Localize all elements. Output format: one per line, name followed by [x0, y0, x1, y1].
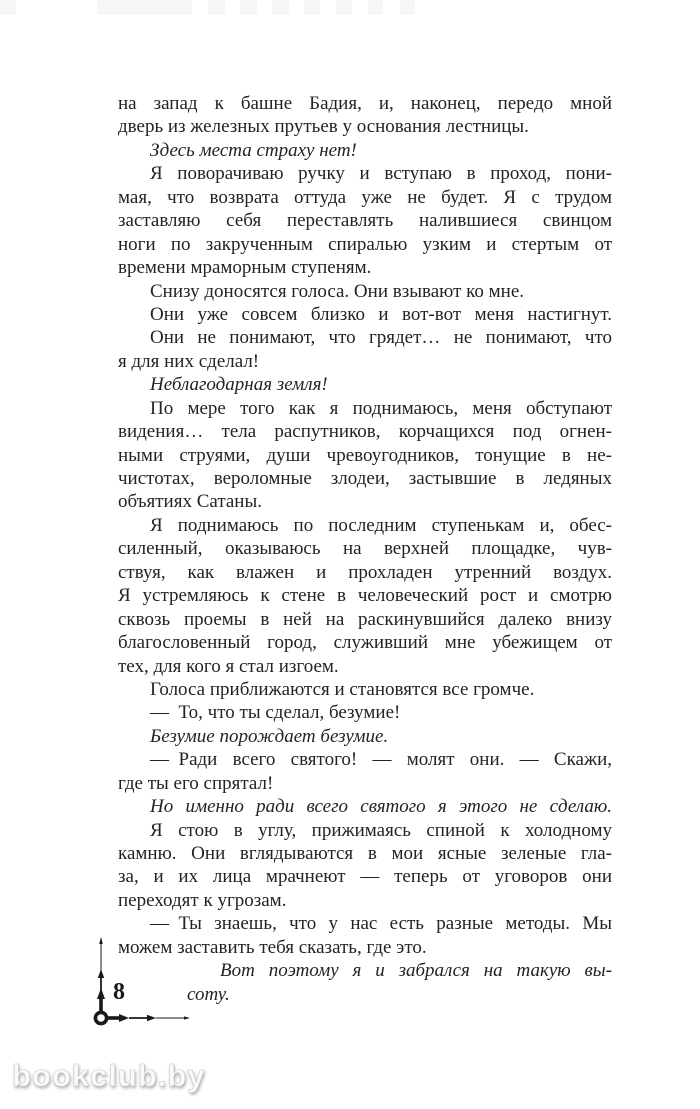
text-line: камню. Они вглядываются в мои ясные зеленые гла-: [118, 843, 612, 864]
text-line: тех, для кого я стал изгоем.: [118, 655, 339, 677]
text-line: ными струями, души чревоугодников, тонущие в не-: [118, 444, 612, 466]
text-line: на запад к башне Бадия, и, наконец, передо мной: [118, 93, 612, 114]
text-line: Я поднимаюсь по последним ступенькам и, обес-: [150, 514, 612, 536]
top-artifact-box: [97, 0, 192, 15]
text-line: ствуя, как влажен и прохладен утренний воздух.: [118, 561, 612, 583]
top-artifact-box: [336, 0, 352, 15]
text-line: силенный, оказываюсь на верхней площадке, чув-: [118, 538, 612, 560]
text-line: видения… тела распутников, корчащихся под огнен-: [118, 421, 612, 443]
text-line: чистотах, вероломные злодеи, застывшие в ледяных: [118, 468, 612, 489]
text-line: Они уже совсем близко и вот-вот меня настигнут.: [150, 303, 612, 325]
text-line: соту.: [187, 983, 230, 1005]
text-line: Я устремляюсь к стене в человеческий рост и смотрю: [118, 585, 612, 607]
text-line: сквозь проемы в ней на раскинувшийся далеко внизу: [118, 608, 612, 630]
watermark-bookclub: bookclub.by: [12, 1058, 206, 1093]
text-line: мая, что возврата оттуда уже не будет. Я с трудом: [118, 186, 612, 208]
text-line: за, и их лица мрачнеют — теперь от уговоров они: [118, 866, 612, 888]
text-line: Снизу доносятся голоса. Они взывают ко мне.: [150, 280, 525, 302]
text-line: дверь из железных прутьев у основания лестницы.: [118, 116, 529, 138]
text-line: Безумие порождает безумие.: [150, 725, 389, 747]
text-line: Но именно ради всего святого я этого не сделаю.: [150, 796, 612, 818]
text-line: Неблагодарная земля!: [150, 374, 328, 396]
text-line: Голоса приближаются и становятся все громче.: [150, 678, 535, 700]
top-artifact-box: [272, 0, 289, 15]
text-line: объятиях Сатаны.: [118, 491, 262, 513]
text-line: Я поворачиваю ручку и вступаю в проход, пони-: [150, 163, 612, 185]
text-line: — То, что ты сделал, безумие!: [150, 702, 401, 724]
text-line: ноги по закрученным спиралью узким и стертым от: [118, 233, 612, 255]
axis-origin-mark-icon: [88, 930, 193, 1028]
text-line: времени мраморным ступеням.: [118, 257, 372, 279]
text-line: переходят к угрозам.: [118, 889, 287, 911]
top-artifact-box: [368, 0, 383, 15]
text-line: Я стою в углу, прижимаясь спиной к холодному: [150, 819, 612, 841]
text-line: где ты его спрятал!: [118, 772, 274, 794]
top-artifact-box: [240, 0, 257, 15]
text-line: Вот поэтому я и забрался на такую вы-: [220, 960, 612, 982]
top-artifact-box: [0, 0, 16, 15]
page-number: 8: [113, 979, 125, 1005]
text-line: заставляю себя переставлять налившиеся свинцом: [118, 210, 612, 232]
top-artifact-box: [208, 0, 225, 15]
text-line: Здесь места страху нет!: [150, 139, 357, 161]
top-artifact-box: [304, 0, 320, 15]
body-text: [118, 92, 612, 1006]
text-line: — Ты знаешь, что у нас есть разные методы. Мы: [150, 913, 612, 935]
text-line: — Ради всего святого! — молят они. — Скажи,: [150, 749, 612, 771]
text-line: благословенный город, служивший мне убежищем от: [118, 632, 612, 654]
text-line: можем заставить тебя сказать, где это.: [118, 936, 427, 958]
text-line: По мере того как я поднимаюсь, меня обступают: [150, 397, 612, 419]
text-line: Они не понимают, что грядет… не понимают, что: [150, 327, 612, 349]
top-artifact-box: [400, 0, 415, 15]
text-line: я для них сделал!: [118, 350, 260, 372]
